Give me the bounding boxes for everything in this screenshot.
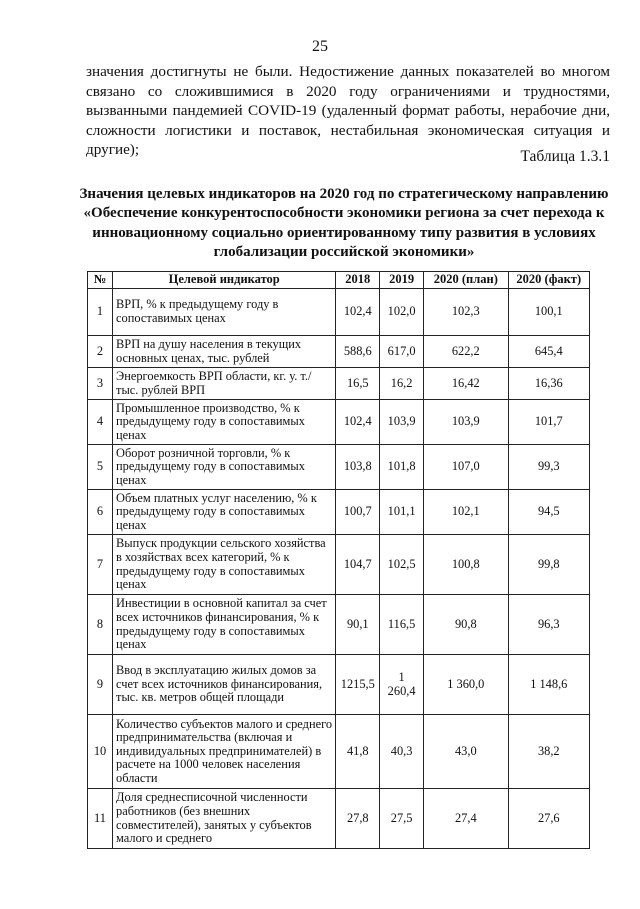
indicator-name: Энергоемкость ВРП области, кг. у. т./тыс. рублей ВРП [113,368,336,400]
value-2018: 41,8 [336,715,380,789]
value-2018: 1215,5 [336,655,380,715]
value-2019: 102,0 [380,289,424,336]
header-num: № [88,272,113,289]
table-row [88,789,590,849]
value-2020-fact: 27,6 [508,789,589,849]
value-2020-plan: 90,8 [424,595,509,655]
value-2018: 100,7 [336,490,380,535]
table-row [88,400,590,445]
value-2019: 103,9 [380,400,424,445]
value-2018: 27,8 [336,789,380,849]
table-row [88,490,590,535]
row-number: 4 [88,400,113,445]
value-2020-fact: 94,5 [508,490,589,535]
value-2020-fact: 100,1 [508,289,589,336]
indicator-name: Объем платных услуг населению, % к предыдущему году в сопоставимых ценах [113,490,336,535]
value-2020-fact: 38,2 [508,715,589,789]
table-label: Таблица 1.3.1 [520,148,610,165]
intro-text: значения достигнуты не были. Недостижение данных показателей во многом связано со сложившимися в 2020 году ограничениями и трудностями, вызванными пандемией COVID-19 (удаленный формат работы, нерабочие дни, сложности логистики и поставок, нестабильная экономическая ситуация и другие); [86,63,610,159]
row-number: 3 [88,368,113,400]
value-2020-fact: 16,36 [508,368,589,400]
indicator-name: Инвестиции в основной капитал за счет всех источников финансирования, % к предыдущему году в сопоставимых ценах [113,595,336,655]
value-2018: 588,6 [336,336,380,368]
value-2019: 617,0 [380,336,424,368]
value-2018: 16,5 [336,368,380,400]
value-2018: 103,8 [336,445,380,490]
header-indicator: Целевой индикатор [113,272,336,289]
row-number: 7 [88,535,113,595]
indicator-name: Ввод в эксплуатацию жилых домов за счет всех источников финансирования, тыс. кв. метров общей площади [113,655,336,715]
indicators-table [87,271,590,849]
value-2020-plan: 102,3 [424,289,509,336]
indicator-name: Оборот розничной торговли, % к предыдущему году в сопоставимых ценах [113,445,336,490]
value-2019: 101,8 [380,445,424,490]
header-2018: 2018 [336,272,380,289]
value-2020-plan: 100,8 [424,535,509,595]
header-2019: 2019 [380,272,424,289]
value-2020-fact: 101,7 [508,400,589,445]
indicator-name: Промышленное производство, % к предыдущему году в сопоставимых ценах [113,400,336,445]
value-2018: 104,7 [336,535,380,595]
value-2019: 102,5 [380,535,424,595]
row-number: 9 [88,655,113,715]
value-2019: 27,5 [380,789,424,849]
indicator-name: ВРП, % к предыдущему году в сопоставимых ценах [113,289,336,336]
table-row [88,655,590,715]
table-header-row [88,272,590,289]
intro-paragraph [86,62,610,160]
value-2020-plan: 43,0 [424,715,509,789]
indicator-name: Выпуск продукции сельского хозяйства в хозяйствах всех категорий, % к предыдущему году в сопоставимых ценах [113,535,336,595]
value-2019: 116,5 [380,595,424,655]
value-2020-plan: 102,1 [424,490,509,535]
value-2019: 16,2 [380,368,424,400]
indicator-name: ВРП на душу населения в текущих основных ценах, тыс. рублей [113,336,336,368]
row-number: 5 [88,445,113,490]
value-2020-plan: 27,4 [424,789,509,849]
table-row [88,289,590,336]
table-title: Значения целевых индикаторов на 2020 год по стратегическому направлению «Обеспечение конкурентоспособности экономики региона за счет перехода к инновационному социально ориентированному типу развития в условиях глобализации российской экономики» [79,186,609,261]
row-number: 11 [88,789,113,849]
row-number: 1 [88,289,113,336]
value-2020-fact: 99,3 [508,445,589,490]
value-2018: 90,1 [336,595,380,655]
indicator-name: Количество субъектов малого и среднего предпринимательства (включая и индивидуальных предпринимателей) в расчете на 1000 человек населения области [113,715,336,789]
page-number: 25 [312,38,328,55]
table-row [88,368,590,400]
table-row [88,715,590,789]
value-2020-plan: 622,2 [424,336,509,368]
row-number: 2 [88,336,113,368]
value-2020-plan: 103,9 [424,400,509,445]
value-2020-plan: 16,42 [424,368,509,400]
row-number: 6 [88,490,113,535]
value-2019: 101,1 [380,490,424,535]
row-number: 10 [88,715,113,789]
table-row [88,595,590,655]
table-row [88,535,590,595]
value-2019: 1 260,4 [380,655,424,715]
header-2020-plan: 2020 (план) [424,272,509,289]
value-2020-plan: 107,0 [424,445,509,490]
value-2019: 40,3 [380,715,424,789]
indicator-name: Доля среднесписочной численности работников (без внешних совместителей), занятых у субъектов малого и среднего [113,789,336,849]
value-2018: 102,4 [336,289,380,336]
value-2020-plan: 1 360,0 [424,655,509,715]
value-2020-fact: 1 148,6 [508,655,589,715]
table-row [88,336,590,368]
value-2018: 102,4 [336,400,380,445]
value-2020-fact: 99,8 [508,535,589,595]
value-2020-fact: 645,4 [508,336,589,368]
value-2020-fact: 96,3 [508,595,589,655]
row-number: 8 [88,595,113,655]
header-2020-fact: 2020 (факт) [508,272,589,289]
table-row [88,445,590,490]
